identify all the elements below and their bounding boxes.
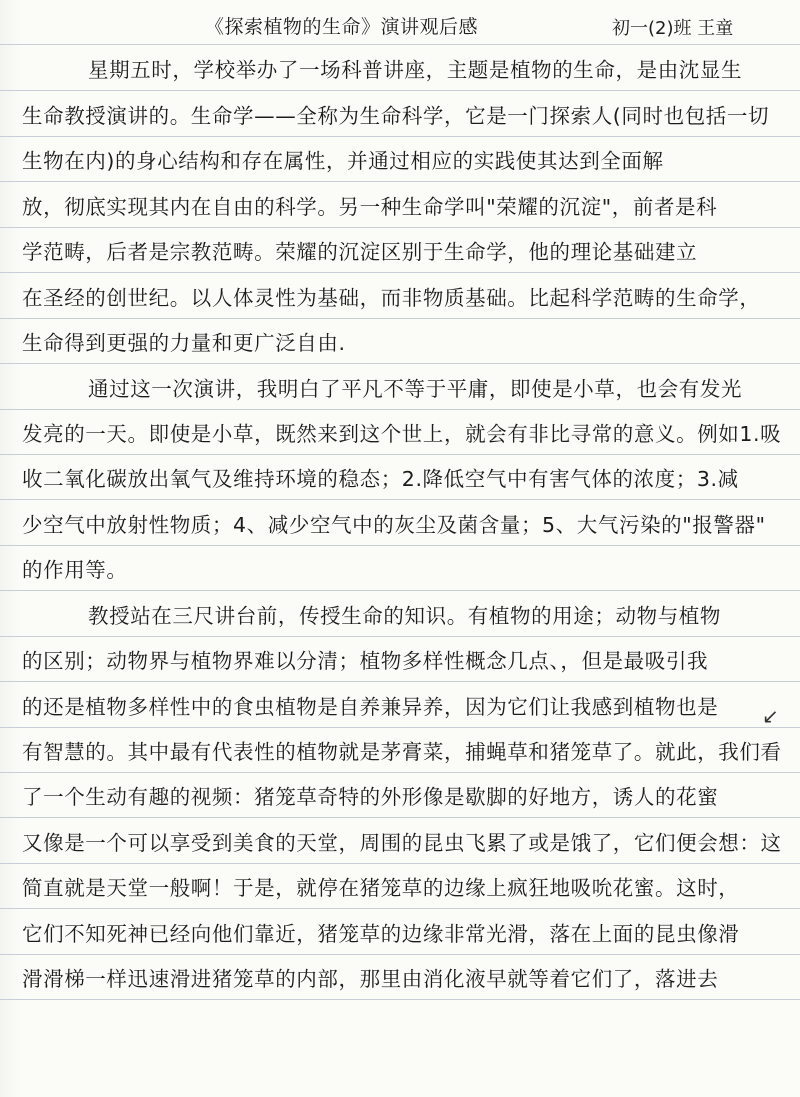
line-text: 少空气中放射性物质；4、减少空气中的灰尘及菌含量；5、大气污染的"报警器": [22, 512, 766, 537]
ruled-line: [0, 91, 800, 136]
line-text: 收二氧化碳放出氧气及维持环境的稳态；2.降低空气中有害气体的浓度；3.减: [22, 467, 739, 492]
ruled-line: [0, 637, 800, 682]
header: [0, 0, 800, 46]
ruled-line: [0, 182, 800, 227]
line-text: 放，彻底实现其内在自由的科学。另一种生命学叫"荣耀的沉淀"，前者是科: [22, 194, 718, 219]
margin-mark: ↙: [762, 704, 779, 728]
ruled-line: [0, 546, 800, 591]
ruled-line: [0, 364, 800, 409]
line-text: 的还是植物多样性中的食虫植物是自养兼异养，因为它们让我感到植物也是: [22, 694, 719, 719]
line-text: 的作用等。: [22, 558, 128, 583]
ruled-line: [0, 818, 800, 863]
line-text: 又像是一个可以享受到美食的天堂，周围的昆虫飞累了或是饿了，它们便会想：这: [22, 830, 782, 855]
line-text: 有智慧的。其中最有代表性的植物就是茅膏菜，捕蝇草和猪笼草了。就此，我们看: [22, 740, 782, 764]
ruled-line: [0, 228, 800, 273]
line-text: 发亮的一天。即使是小草，既然来到这个世上，就会有非比寻常的意义。例如1.吸: [22, 421, 782, 446]
ruled-line: [0, 864, 800, 909]
line-text: 生命得到更强的力量和更广泛自由.: [22, 331, 346, 356]
ruled-line: [0, 909, 800, 954]
line-text: 教授站在三尺讲台前，传授生命的知识。有植物的用途；动物与植物: [88, 603, 721, 628]
ruled-line: [0, 591, 800, 636]
ruled-line: [0, 410, 800, 455]
line-text: 的区别；动物界与植物界难以分清；植物多样性概念几点、，但是最吸引我: [22, 649, 709, 674]
line-text: 通过这一次演讲，我明白了平凡不等于平庸，即使是小草，也会有发光: [88, 376, 743, 401]
line-text: 了一个生动有趣的视频：猪笼草奇特的外形像是歇脚的好地方，诱人的花蜜: [22, 785, 719, 810]
ruled-line: [0, 500, 800, 545]
ruled-line: [0, 455, 800, 500]
essay-title: 《探索植物的生命》演讲观后感: [205, 16, 479, 38]
line-text: 滑滑梯一样迅速滑进猪笼草的内部，那里由消化液早就等着它们了，落进去: [22, 967, 719, 992]
line-text: 学范畴，后者是宗教范畴。荣耀的沉淀区别于生命学，他的理论基础建立: [22, 240, 698, 265]
line-text: 简直就是天堂一般啊！于是，就停在猪笼草的边缘上疯狂地吸吮花蜜。这时，: [22, 876, 740, 901]
line-text: 它们不知死神已经向他们靠近，猪笼草的边缘非常光滑，落在上面的昆虫像滑: [22, 921, 740, 946]
ruled-line: [0, 273, 800, 318]
ruled-line: [0, 682, 800, 727]
ruled-line: [0, 955, 800, 1000]
line-text: 星期五时，学校举办了一场科普讲座，主题是植物的生命，是由沈显生: [88, 58, 743, 83]
ruled-line: [0, 728, 800, 773]
line-text: 生命教授演讲的。生命学——全称为生命科学，它是一门探索人(同时也包括一切: [22, 103, 770, 128]
header-rule: [0, 44, 800, 45]
line-text: 在圣经的创世纪。以人体灵性为基础，而非物质基础。比起科学范畴的生命学，: [22, 285, 761, 310]
ruled-line: [0, 137, 800, 182]
essay-body: [0, 46, 800, 1000]
ruled-line: [0, 46, 800, 91]
author-class-name: 初一(2)班 王童: [612, 18, 734, 39]
line-text: 生物在内)的身心结构和存在属性，并通过相应的实践使其达到全面解: [22, 149, 664, 174]
ruled-line: [0, 319, 800, 364]
ruled-line: [0, 773, 800, 818]
